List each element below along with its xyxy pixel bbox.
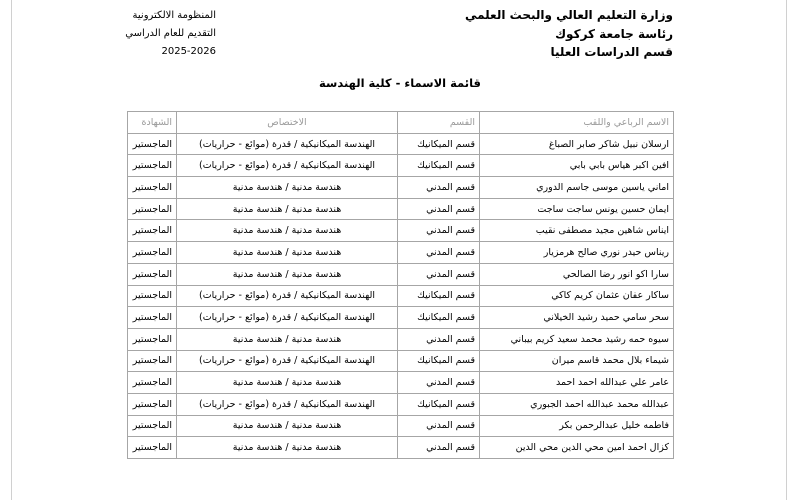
table-row	[128, 155, 674, 177]
cell-name: ايمان حسين يونس ساجت ساجت	[480, 198, 674, 220]
table-row	[128, 415, 674, 437]
column-header-specialization: الاختصاص	[177, 112, 398, 134]
cell-department: قسم المدني	[398, 242, 480, 264]
cell-specialization: الهندسة الميكانيكية / قدرة (موائع - حراريات)	[177, 393, 398, 415]
cell-certificate: الماجستير	[128, 372, 177, 394]
table-row	[128, 285, 674, 307]
cell-specialization: الهندسة الميكانيكية / قدرة (موائع - حراريات)	[177, 285, 398, 307]
cell-specialization: هندسة مدنية / هندسة مدنية	[177, 415, 398, 437]
table-row	[128, 328, 674, 350]
cell-specialization: هندسة مدنية / هندسة مدنية	[177, 372, 398, 394]
cell-certificate: الماجستير	[128, 242, 177, 264]
system-name: المنظومة الالكترونية	[132, 10, 216, 21]
cell-name: كزال احمد امين محي الدين محي الدين	[480, 437, 674, 459]
system-header	[125, 7, 216, 61]
cell-department: قسم المدني	[398, 415, 480, 437]
cell-certificate: الماجستير	[128, 263, 177, 285]
cell-specialization: هندسة مدنية / هندسة مدنية	[177, 220, 398, 242]
column-header-name: الاسم الرباعي واللقب	[480, 112, 674, 134]
table-row	[128, 133, 674, 155]
table-row	[128, 220, 674, 242]
cell-specialization: هندسة مدنية / هندسة مدنية	[177, 198, 398, 220]
column-header-certificate: الشهادة	[128, 112, 177, 134]
cell-specialization: هندسة مدنية / هندسة مدنية	[177, 242, 398, 264]
table-row	[128, 372, 674, 394]
cell-name: ساكار عفان عثمان كريم كاكي	[480, 285, 674, 307]
cell-name: شيماء بلال محمد قاسم ميران	[480, 350, 674, 372]
cell-specialization: هندسة مدنية / هندسة مدنية	[177, 328, 398, 350]
cell-department: قسم الميكانيك	[398, 393, 480, 415]
cell-specialization: الهندسة الميكانيكية / قدرة (موائع - حراريات)	[177, 155, 398, 177]
cell-department: قسم المدني	[398, 328, 480, 350]
names-table	[127, 111, 674, 459]
table-row	[128, 393, 674, 415]
cell-department: قسم المدني	[398, 198, 480, 220]
cell-certificate: الماجستير	[128, 328, 177, 350]
table-row	[128, 177, 674, 199]
cell-name: سحر سامي حميد رشيد الخيلاني	[480, 307, 674, 329]
cell-certificate: الماجستير	[128, 415, 177, 437]
cell-department: قسم الميكانيك	[398, 285, 480, 307]
cell-specialization: الهندسة الميكانيكية / قدرة (موائع - حراريات)	[177, 350, 398, 372]
table-row	[128, 307, 674, 329]
ministry-name: وزارة التعليم العالي والبحث العلمي	[464, 8, 673, 22]
cell-specialization: هندسة مدنية / هندسة مدنية	[177, 437, 398, 459]
cell-specialization: هندسة مدنية / هندسة مدنية	[177, 177, 398, 199]
table-row	[128, 263, 674, 285]
table-row	[128, 242, 674, 264]
cell-department: قسم المدني	[398, 437, 480, 459]
cell-specialization: الهندسة الميكانيكية / قدرة (موائع - حراريات)	[177, 133, 398, 155]
academic-year: 2025-2026	[161, 46, 216, 57]
page-edge-left	[11, 0, 12, 500]
cell-certificate: الماجستير	[128, 155, 177, 177]
university-presidency: رئاسة جامعة كركوك	[555, 26, 673, 41]
cell-name: عبدالله محمد عبدالله احمد الجبوري	[480, 393, 674, 415]
application-label: التقديم للعام الدراسي	[125, 28, 216, 39]
cell-name: ارسلان نبيل شاكر صابر الصباغ	[480, 133, 674, 155]
cell-department: قسم المدني	[398, 220, 480, 242]
cell-name: عامر علي عبدالله احمد احمد	[480, 372, 674, 394]
cell-department: قسم المدني	[398, 177, 480, 199]
cell-department: قسم الميكانيك	[398, 155, 480, 177]
cell-certificate: الماجستير	[128, 177, 177, 199]
cell-department: قسم المدني	[398, 263, 480, 285]
column-header-department: القسم	[398, 112, 480, 134]
cell-department: قسم الميكانيك	[398, 307, 480, 329]
cell-certificate: الماجستير	[128, 285, 177, 307]
cell-name: افين اكبر هياس بابي بابي	[480, 155, 674, 177]
cell-name: ريناس حيدر نوري صالح هرمزيار	[480, 242, 674, 264]
table-row	[128, 198, 674, 220]
table-row	[128, 350, 674, 372]
cell-certificate: الماجستير	[128, 133, 177, 155]
cell-name: ايناس شاهين مجيد مصطفى نقيب	[480, 220, 674, 242]
cell-department: قسم المدني	[398, 372, 480, 394]
cell-certificate: الماجستير	[128, 437, 177, 459]
cell-name: اماني ياسين موسى جاسم الدوري	[480, 177, 674, 199]
cell-certificate: الماجستير	[128, 350, 177, 372]
cell-certificate: الماجستير	[128, 307, 177, 329]
cell-department: قسم الميكانيك	[398, 350, 480, 372]
cell-certificate: الماجستير	[128, 198, 177, 220]
page-edge-right	[786, 0, 787, 500]
cell-department: قسم الميكانيك	[398, 133, 480, 155]
table-header-row	[128, 112, 674, 134]
cell-certificate: الماجستير	[128, 220, 177, 242]
department-name: قسم الدراسات العليا	[550, 45, 673, 59]
cell-name: سيوه حمه رشيد محمد سعيد كريم بيباني	[480, 328, 674, 350]
page-title: قائمة الاسماء - كلية الهندسة	[319, 76, 481, 90]
cell-name: سارا اكو انور رضا الصالحي	[480, 263, 674, 285]
table-body	[128, 133, 674, 458]
cell-specialization: الهندسة الميكانيكية / قدرة (موائع - حراريات)	[177, 307, 398, 329]
cell-specialization: هندسة مدنية / هندسة مدنية	[177, 263, 398, 285]
institution-header	[465, 6, 673, 62]
cell-name: فاطمه خليل عبدالرحمن بكر	[480, 415, 674, 437]
table-row	[128, 437, 674, 459]
cell-certificate: الماجستير	[128, 393, 177, 415]
